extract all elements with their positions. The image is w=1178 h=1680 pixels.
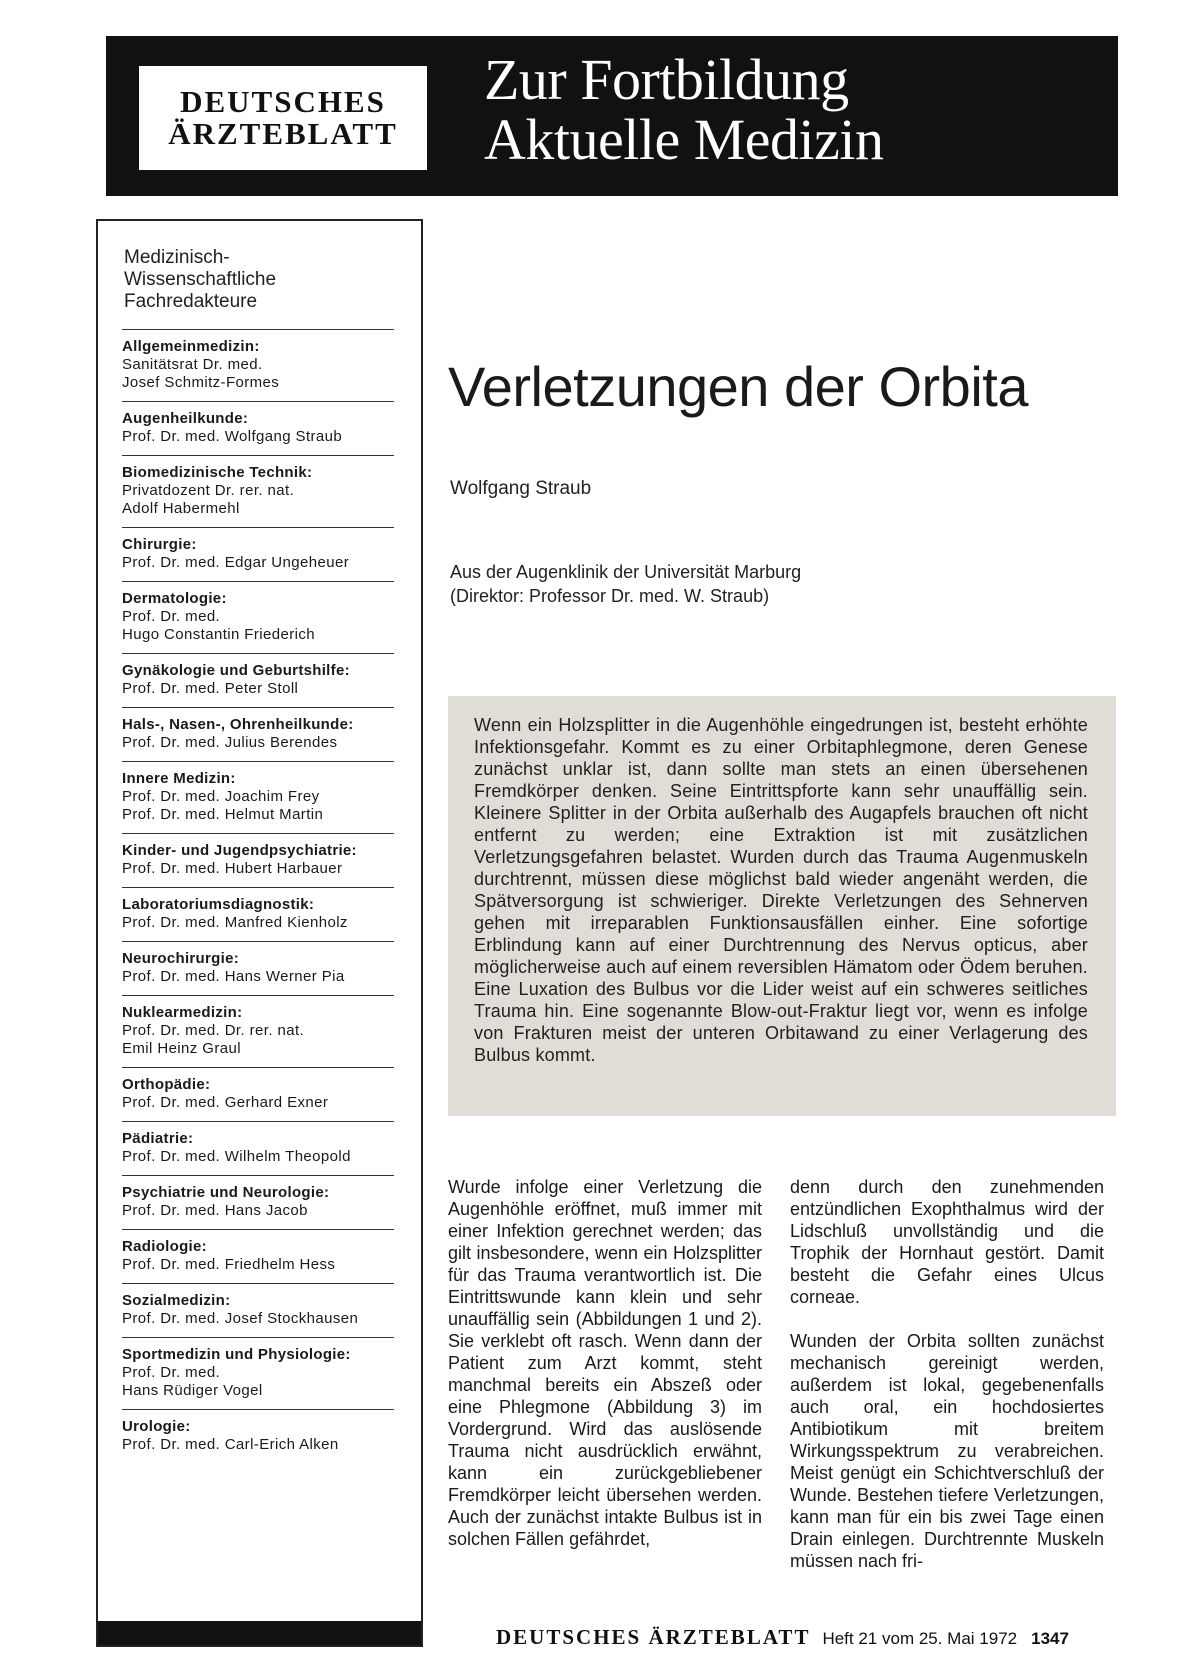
- editor-name: Prof. Dr. med. Wolfgang Straub: [122, 428, 343, 445]
- editor-specialty: Laboratoriumsdiagnostik:: [122, 896, 315, 913]
- editors-sidebar: [96, 219, 423, 1647]
- editor-specialty: Allgemeinmedizin:: [122, 338, 260, 355]
- editor-specialty: Urologie:: [122, 1418, 191, 1435]
- article-title: Verletzungen der Orbita: [448, 355, 1028, 418]
- editor-entry: [122, 995, 394, 1067]
- affiliation-line-2: (Direktor: Professor Dr. med. W. Straub): [450, 586, 770, 606]
- journal-logo: [139, 66, 427, 170]
- section-title-line-1: Zur Fortbildung: [484, 47, 849, 112]
- footer-issue: Heft 21 vom 25. Mai 1972: [822, 1629, 1018, 1648]
- editor-entry: [122, 1409, 394, 1463]
- editor-name: Prof. Dr. med. Edgar Ungeheuer: [122, 554, 350, 571]
- affiliation-line-1: Aus der Augenklinik der Universität Marburg: [450, 562, 802, 582]
- editor-name: Adolf Habermehl: [122, 500, 240, 517]
- sidebar-heading-line-2: Wissenschaftliche: [124, 269, 277, 290]
- editor-name: Hugo Constantin Friederich: [122, 626, 315, 643]
- editor-entry: [122, 329, 394, 401]
- editor-name: Josef Schmitz-Formes: [122, 374, 280, 391]
- editor-entry: [122, 1283, 394, 1337]
- editor-name: Sanitätsrat Dr. med.: [122, 356, 263, 373]
- editor-specialty: Sportmedizin und Physiologie:: [122, 1346, 351, 1363]
- editor-name: Prof. Dr. med. Josef Stockhausen: [122, 1310, 359, 1327]
- footer-journal: DEUTSCHES ÄRZTEBLATT: [496, 1625, 811, 1649]
- editor-name: Prof. Dr. med. Joachim Frey: [122, 788, 320, 805]
- editor-name: Prof. Dr. med. Peter Stoll: [122, 680, 299, 697]
- editor-entry: [122, 707, 394, 761]
- sidebar-heading-line-3: Fachredakteure: [124, 291, 258, 312]
- editor-name: Prof. Dr. med. Friedhelm Hess: [122, 1256, 336, 1273]
- editor-name: Prof. Dr. med. Carl-Erich Alken: [122, 1436, 339, 1453]
- page-number: 1347: [1031, 1629, 1069, 1648]
- editor-specialty: Kinder- und Jugendpsychiatrie:: [122, 842, 357, 859]
- editor-name: Privatdozent Dr. rer. nat.: [122, 482, 295, 499]
- editor-name: Prof. Dr. med. Hubert Harbauer: [122, 860, 343, 877]
- editor-specialty: Nuklearmedizin:: [122, 1004, 243, 1021]
- editor-specialty: Chirurgie:: [122, 536, 197, 553]
- editor-entry: [122, 1121, 394, 1175]
- editor-name: Prof. Dr. med. Wilhelm Theopold: [122, 1148, 351, 1165]
- editor-name: Prof. Dr. med. Gerhard Exner: [122, 1094, 329, 1111]
- header-banner: [106, 36, 1118, 196]
- logo-line-2: ÄRZTEBLATT: [168, 116, 398, 151]
- editor-entry: [122, 1229, 394, 1283]
- editor-name: Emil Heinz Graul: [122, 1040, 241, 1057]
- editor-entry: [122, 1067, 394, 1121]
- editor-entry: [122, 941, 394, 995]
- editor-entry: [122, 527, 394, 581]
- editor-specialty: Sozialmedizin:: [122, 1292, 231, 1309]
- page-footer: [496, 1625, 1108, 1650]
- editor-specialty: Gynäkologie und Geburtshilfe:: [122, 662, 350, 679]
- editor-name: Prof. Dr. med. Hans Jacob: [122, 1202, 308, 1219]
- editor-specialty: Augenheilkunde:: [122, 410, 249, 427]
- editor-name: Prof. Dr. med. Helmut Martin: [122, 806, 324, 823]
- body-paragraph: denn durch den zunehmenden entzündlichen Exophthalmus wird der Lidschluß unvollständig und die Trophik der Hornhaut gestört. Damit besteht die Gefahr eines Ulcus corneae.: [790, 1177, 1104, 1307]
- abstract-box: [448, 696, 1116, 1116]
- section-title-line-2: Aktuelle Medizin: [484, 107, 884, 172]
- editor-specialty: Innere Medizin:: [122, 770, 236, 787]
- editor-name: Prof. Dr. med.: [122, 1364, 221, 1381]
- editor-entry: [122, 761, 394, 833]
- sidebar-heading: [124, 247, 384, 313]
- abstract-text: Wenn ein Holzsplitter in die Augenhöhle eingedrungen ist, besteht erhöhte Infektionsgefahr. Kommt es zu einer Orbitaphlegmone, deren Genese zunächst unklar ist, dann sollte man stets an einen übersehenen Fremdkörper denken. Seine Eintrittspforte kann sehr unauffällig sein. Kleinere Splitter in der Orbita außerhalb des Augapfels brauchen oft nicht entfernt zu werden; eine Extraktion ist mit zusätzlichen Verletzungsgefahren belastet. Wurden durch das Trauma Augenmuskeln durchtrennt, müssen diese möglichst bald wieder angenäht werden, die Spätversorgung ist schwieriger. Direkte Verletzungen des Sehnerven gehen mit irreparablen Funktionsausfällen einher. Eine sofortige Erblindung kann auf einer Durchtrennung des Nervus opticus, aber möglicherweise auch auf einem reversiblen Hämatom oder Ödem beruhen. Eine Luxation des Bulbus vor die Lider weist auf ein schweres seitliches Trauma hin. Eine sogenannte Blow-out-Fraktur liegt vor, wenn es infolge von Frakturen meist der unteren Orbitawand zu einer Verlagerung des Bulbus kommt.: [474, 715, 1088, 1065]
- editor-specialty: Psychiatrie und Neurologie:: [122, 1184, 330, 1201]
- editor-entry: [122, 887, 394, 941]
- editor-entry: [122, 581, 394, 653]
- editor-specialty: Pädiatrie:: [122, 1130, 194, 1147]
- editor-entry: [122, 455, 394, 527]
- editor-specialty: Orthopädie:: [122, 1076, 211, 1093]
- editor-name: Prof. Dr. med. Dr. rer. nat.: [122, 1022, 305, 1039]
- editor-entry: [122, 401, 394, 455]
- editor-name: Prof. Dr. med. Manfred Kienholz: [122, 914, 348, 931]
- editor-name: Prof. Dr. med. Hans Werner Pia: [122, 968, 345, 985]
- body-column-1: [448, 1176, 762, 1572]
- article-author: Wolfgang Straub: [450, 478, 592, 499]
- editor-specialty: Neurochirurgie:: [122, 950, 240, 967]
- sidebar-heading-line-1: Medizinisch-: [124, 247, 230, 268]
- body-paragraph: Wurde infolge einer Verletzung die Augenhöhle eröffnet, muß immer mit einer Infektion gerechnet werden; das gilt insbesondere, wenn ein Holzsplitter für das Trauma verantwortlich ist. Die Eintrittswunde kann klein und sehr unauffällig sein (Abbildungen 1 und 2). Sie verklebt oft rasch. Wenn dann der Patient zum Arzt kommt, steht manchmal bereits ein Abszeß oder eine Phlegmone (Abbildung 3) im Vordergrund. Wird das auslösende Trauma nicht ausdrücklich erwähnt, kann ein zurückgebliebener Fremdkörper leicht übersehen werden. Auch der zunächst intakte Bulbus ist in solchen Fällen gefährdet,: [448, 1177, 762, 1549]
- body-column-2: [790, 1176, 1104, 1594]
- body-paragraph: Wunden der Orbita sollten zunächst mechanisch gereinigt werden, außerdem ist lokal, gegebenenfalls auch oral, ein hochdosiertes Antibiotikum mit breitem Wirkungsspektrum zu verabreichen. Meist genügt ein Schichtverschluß der Wunde. Bestehen tiefere Verletzungen, kann man für ein bis zwei Tage einen Drain einlegen. Durchtrennte Muskeln müssen nach fri-: [790, 1331, 1104, 1571]
- editor-name: Prof. Dr. med.: [122, 608, 221, 625]
- article-affiliation: [450, 560, 1050, 608]
- editor-entry: [122, 833, 394, 887]
- editors-list: [122, 329, 394, 1463]
- editor-specialty: Biomedizinische Technik:: [122, 464, 313, 481]
- section-title: [484, 47, 884, 172]
- editor-specialty: Radiologie:: [122, 1238, 207, 1255]
- editor-specialty: Dermatologie:: [122, 590, 227, 607]
- logo-line-1: DEUTSCHES: [180, 84, 386, 119]
- sidebar-bottom-bar: [98, 1621, 421, 1645]
- editor-name: Hans Rüdiger Vogel: [122, 1382, 263, 1399]
- editor-entry: [122, 1175, 394, 1229]
- editor-specialty: Hals-, Nasen-, Ohrenheilkunde:: [122, 716, 354, 733]
- editor-entry: [122, 653, 394, 707]
- editor-name: Prof. Dr. med. Julius Berendes: [122, 734, 338, 751]
- editor-entry: [122, 1337, 394, 1409]
